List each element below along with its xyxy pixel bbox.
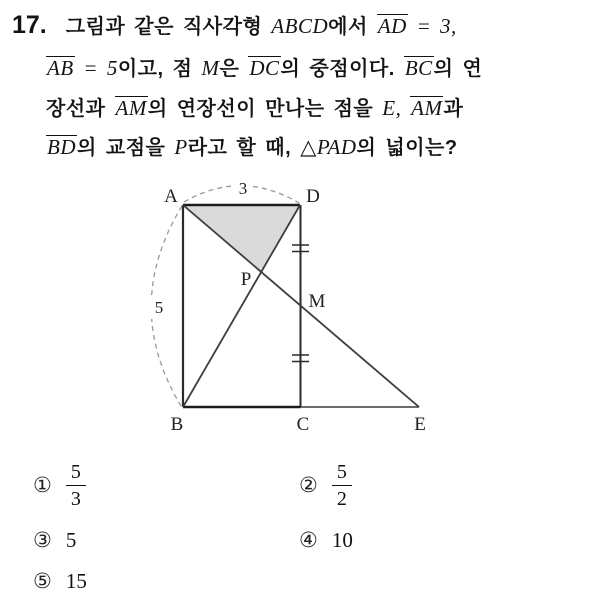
overline-term-bd: BD (47, 135, 76, 159)
text-segment: 은 (219, 58, 249, 80)
overline-term-am: AM (115, 96, 147, 120)
length-label-5: 5 (154, 298, 164, 317)
choice-5-value: 15 (65, 569, 87, 593)
math-term-p: P (174, 135, 188, 159)
geometry-figure (115, 168, 445, 440)
fraction-numerator: 5 (332, 461, 352, 486)
fraction-denominator: 3 (70, 488, 81, 510)
shaded-triangle-apd (183, 205, 300, 273)
point-label-p: P (240, 269, 252, 290)
math-term-e: E, (382, 96, 411, 120)
point-label-m: M (308, 291, 326, 312)
overline-term-dc: DC (249, 56, 280, 80)
choice-2-marker: ② (299, 473, 318, 497)
fraction-denominator: 2 (336, 488, 347, 510)
text-segment: 의 연 (433, 58, 483, 80)
point-label-c: C (296, 414, 310, 435)
math-term: = 5 (74, 56, 118, 80)
choice-5 (33, 571, 87, 592)
fraction-numerator: 5 (66, 461, 86, 486)
choice-3-value: 5 (65, 528, 77, 552)
overline-term-bc: BC (404, 56, 433, 80)
choice-1-fraction (66, 461, 86, 510)
length-label-3: 3 (238, 179, 248, 198)
text-segment: 의 중점이다. (280, 58, 404, 80)
point-label-e: E (414, 414, 426, 435)
choice-3-marker: ③ (33, 528, 52, 552)
math-term-abcd: ABCD (271, 14, 329, 38)
choice-2-fraction (332, 461, 352, 510)
math-term-m: M (201, 56, 220, 80)
text-segment: 에서 (328, 16, 377, 38)
text-segment: 의 연장선이 만나는 점을 (147, 98, 383, 120)
overline-term-ad: AD (377, 14, 407, 38)
problem-line-4 (46, 134, 458, 161)
math-term-triangle-pad: △PAD (300, 135, 357, 159)
choice-2 (299, 461, 352, 510)
choice-4-marker: ④ (299, 528, 318, 552)
text-segment: 라고 할 때, (187, 137, 301, 159)
problem-line-3 (46, 95, 463, 122)
choice-3 (33, 530, 76, 551)
text-segment: 장선과 (46, 98, 115, 120)
text-segment: 의 교점을 (77, 137, 175, 159)
math-term: = 3, (407, 14, 457, 38)
text-segment: 그림과 같은 직사각형 (65, 16, 272, 38)
problem-line-2 (46, 55, 482, 82)
choice-4 (299, 530, 353, 551)
problem-line-1 (12, 12, 457, 40)
problem-number: 17. (12, 11, 47, 39)
choice-1 (33, 461, 86, 510)
choice-5-marker: ⑤ (33, 569, 52, 593)
text-segment: 의 넓이는? (356, 137, 458, 159)
choice-4-value: 10 (331, 528, 353, 552)
overline-term-am: AM (411, 96, 443, 120)
point-label-d: D (306, 186, 320, 207)
choice-1-marker: ① (33, 473, 52, 497)
text-segment: 과 (443, 98, 464, 120)
overline-term-ab: AB (47, 56, 74, 80)
point-label-b: B (170, 414, 184, 435)
point-label-a: A (164, 186, 178, 207)
text-segment: 이고, 점 (117, 58, 202, 80)
